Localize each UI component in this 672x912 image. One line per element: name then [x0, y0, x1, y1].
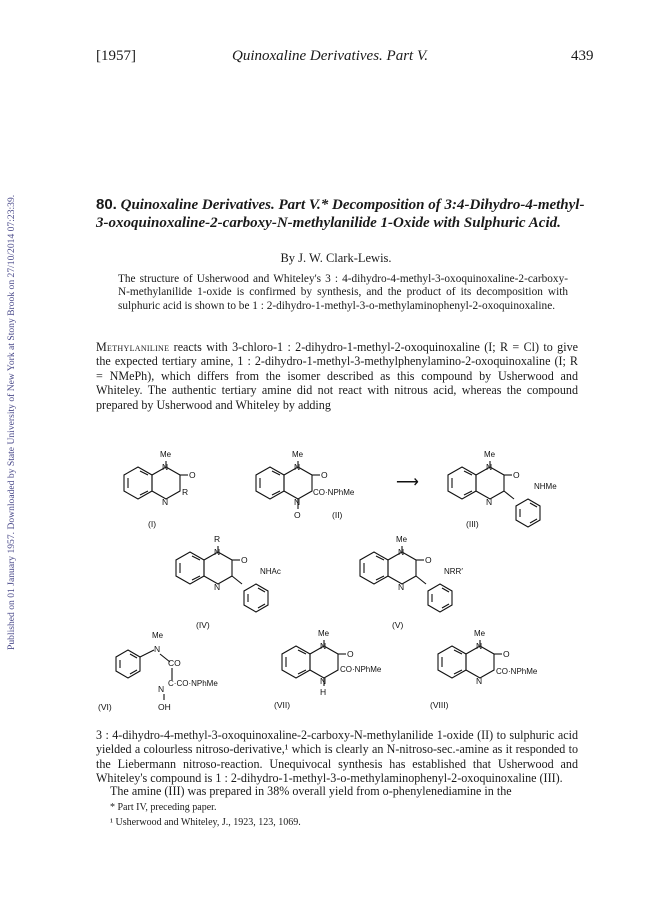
structure-I-label: (I) [148, 519, 157, 529]
structure-III-o: O [513, 470, 520, 480]
byline: By J. W. Clark-Lewis. [280, 251, 392, 265]
structure-VII [274, 629, 382, 710]
structure-VI-label: (VI) [98, 702, 112, 712]
structure-VII-n1: N [320, 641, 327, 651]
structure-III-label: (III) [466, 519, 479, 529]
structure-I-me: Me [160, 450, 172, 459]
structure-VIII-n1: N [476, 641, 483, 651]
structure-II-n1: N [294, 462, 301, 472]
structure-II-n2: N [294, 497, 301, 507]
structure-IV-n2: N [214, 582, 221, 592]
structure-VII-o: O [347, 649, 354, 659]
footnote-1: ¹ Usherwood and Whiteley, J., 1923, 123, 1069. [110, 817, 301, 828]
structure-VI-n1: N [154, 644, 161, 654]
structure-V-n1: N [398, 547, 405, 557]
structure-V-nrr: NRR′ [444, 567, 463, 576]
structure-V-o: O [425, 555, 432, 565]
structure-II-o: O [321, 470, 328, 480]
structure-I-n2: N [162, 497, 169, 507]
structure-VIII-label: (VIII) [430, 700, 449, 710]
abstract: The structure of Usherwood and Whiteley's 3 : 4-dihydro-4-methyl-3-oxoquinoxaline-2-carboxy-N-methylanilide 1-oxide is confirmed by synthesis, and the product of its decomposition with sulphuric acid is shown to be 1 : 2-dihydro-1-methyl-3-o-methylaminophenyl-2-oxoquinoxaline. [118, 273, 568, 312]
structure-VI-n2: N [158, 684, 165, 694]
structure-I [124, 450, 196, 529]
structure-III-nhme: NHMe [534, 482, 557, 491]
structure-VIII-n2: N [476, 676, 483, 686]
lead-word: Methylaniline [96, 340, 170, 354]
paragraph-3: The amine (III) was prepared in 38% overall yield from o-phenylenediamine in the [110, 784, 512, 798]
structure-V-n2: N [398, 582, 405, 592]
structure-IV [176, 534, 281, 630]
article-title-text: Quinoxaline Derivatives. Part V.* Decomposition of 3:4-Dihydro-4-methyl-3-oxoquinoxaline-2-carboxy-N-methylanilide 1-Oxide with Sulphuric Acid. [96, 197, 585, 231]
structure-VIII [430, 629, 538, 710]
structure-VII-n2: N [320, 676, 327, 686]
article-number: 80. [96, 196, 117, 213]
structure-III-n2: N [486, 497, 493, 507]
structure-VII-amide: CO·NPhMe [340, 665, 382, 674]
structure-V [360, 535, 463, 630]
structure-III-n1: N [486, 462, 493, 472]
structure-VIII-amide: CO·NPhMe [496, 667, 538, 676]
structure-VI-co: CO [168, 658, 181, 668]
structure-III [448, 450, 557, 529]
paragraph-2: 3 : 4-dihydro-4-methyl-3-oxoquinoxaline-2-carboxy-N-methylanilide 1-oxide (II) to sulphuric acid yielded a colourless nitroso-derivative,¹ which is clearly an N-nitroso-sec.-amine as it responded to the Liebermann nitroso-reaction. Unequivocal synthesis has established that Usherwood and Whiteley's compound is 1 : 2-dihydro-1-methyl-3-o-methylaminophenyl-2-oxoquinoxaline (III). [96, 728, 578, 786]
structure-IV-nhac: NHAc [260, 567, 281, 576]
structure-I-r: R [182, 487, 189, 497]
structure-IV-n1: N [214, 547, 221, 557]
structure-VIII-o: O [503, 649, 510, 659]
structure-VII-me: Me [318, 629, 330, 638]
structure-VI-oh: OH [158, 702, 171, 712]
running-title: Quinoxaline Derivatives. Part V. [232, 48, 428, 64]
page-number: 439 [571, 48, 594, 64]
structure-VI-me: Me [152, 631, 164, 640]
publication-sidebar: Published on 01 January 1957. Downloaded by State University of New York at Stony Brook on 27/10/2014 07:23:39. [6, 194, 17, 650]
footnote-star: * Part IV, preceding paper. [110, 802, 217, 813]
structure-II-oxide: O [294, 510, 301, 520]
structure-II-me: Me [292, 450, 304, 459]
structure-V-me: Me [396, 535, 408, 544]
header-year: [1957] [96, 48, 136, 64]
structure-VIII-me: Me [474, 629, 486, 638]
reaction-arrow: ⟶ [396, 474, 419, 491]
paragraph-1-text: reacts with 3-chloro-1 : 2-dihydro-1-methyl-2-oxoquinoxaline (I; R = Cl) to give the expected tertiary amine, 1 : 2-dihydro-1-methyl-3-methylphenylamino-2-oxoquinoxaline (I; R = NMePh), which differs from the isomer described as this compound by Usherwood and Whiteley. The authentic tertiary amine did not react with nitrous acid, whereas the compound prepared by Usherwood and Whiteley by adding [96, 340, 578, 412]
structure-IV-o: O [241, 555, 248, 565]
structure-V-label: (V) [392, 620, 404, 630]
structure-III-me: Me [484, 450, 496, 459]
structure-VI [98, 631, 218, 712]
structure-VI-amide: C·CO·NPhMe [168, 679, 218, 688]
structure-II-label: (II) [332, 510, 343, 520]
structure-VII-label: (VII) [274, 700, 291, 710]
structure-VII-h: H [320, 687, 327, 697]
structure-IV-label: (IV) [196, 620, 210, 630]
structure-I-n1: N [162, 462, 169, 472]
structure-IV-r: R [214, 534, 221, 544]
structure-I-o: O [189, 470, 196, 480]
structure-II-amide: CO·NPhMe [313, 488, 355, 497]
structure-II [256, 450, 355, 520]
